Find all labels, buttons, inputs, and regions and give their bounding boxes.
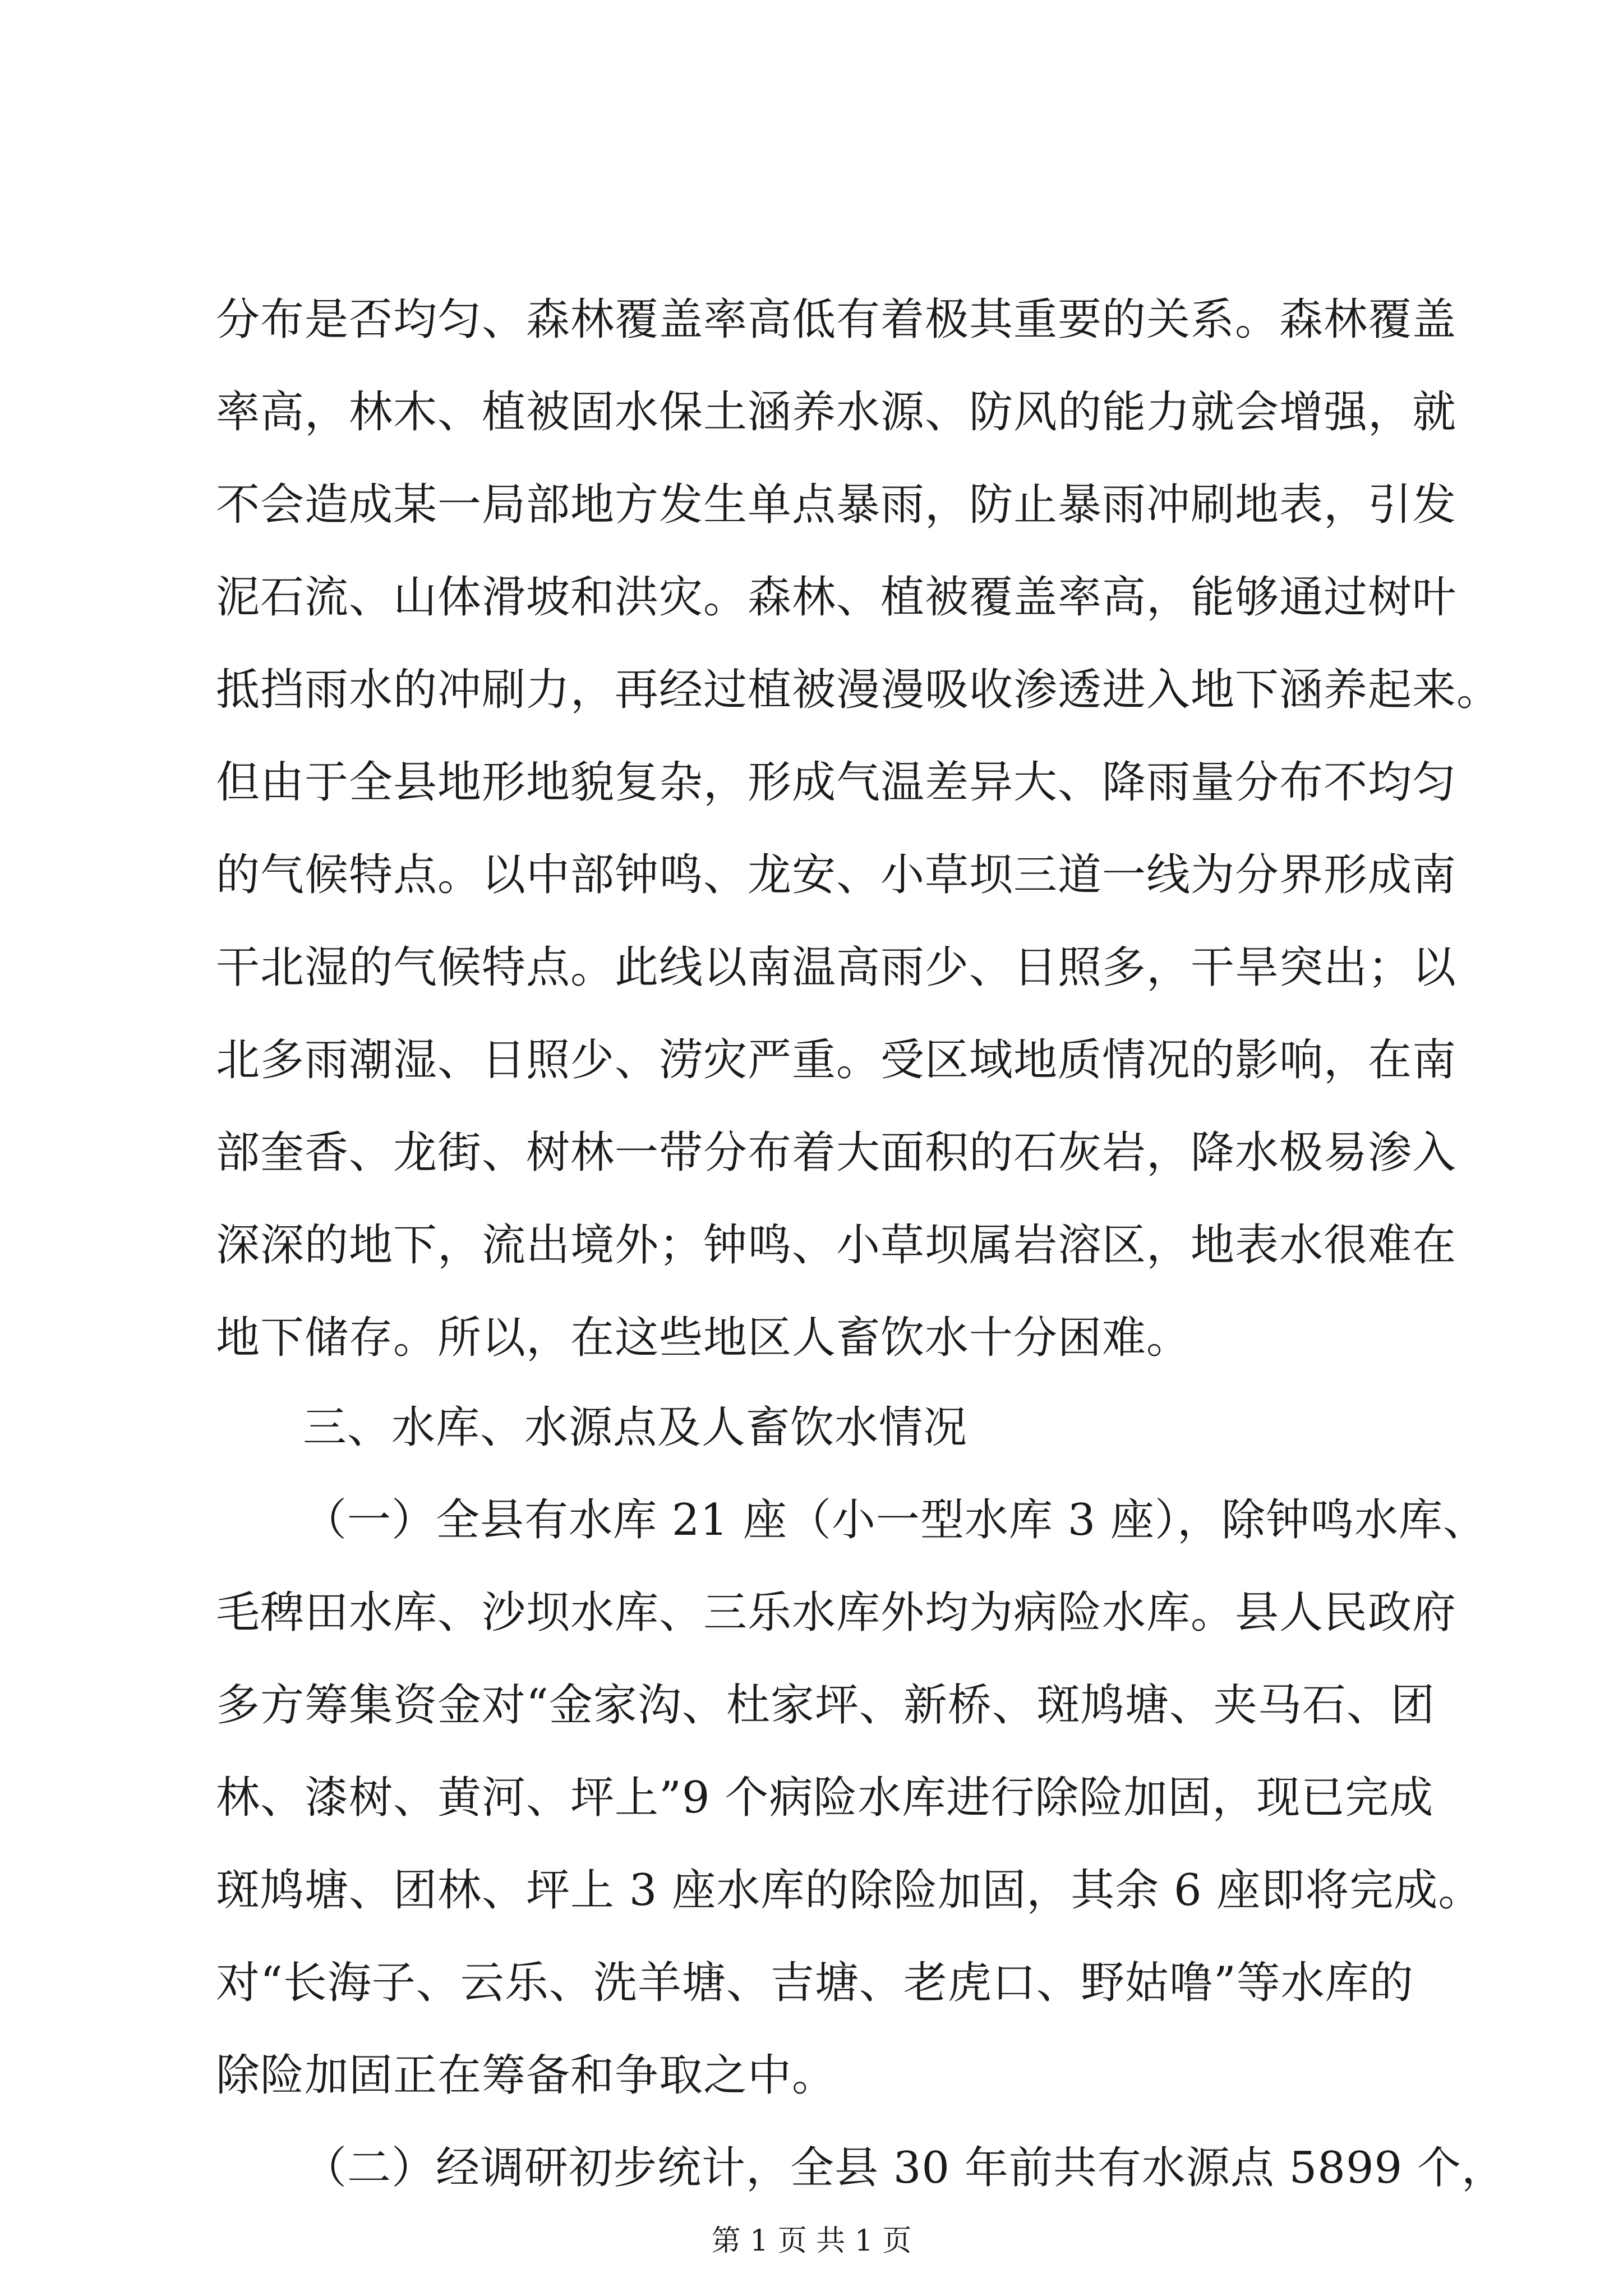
body-text-line: 部奎香、龙街、树林一带分布着大面积的石灰岩，降水极易渗入	[216, 1128, 1457, 1178]
section-heading: 三、水库、水源点及人畜饮水情况	[303, 1402, 968, 1453]
body-text-line: 除险加固正在筹备和争取之中。	[216, 2050, 837, 2101]
body-text-line: 林、漆树、黄河、坪上”9 个病险水库进行除险加固，现已完成	[216, 1773, 1434, 1823]
body-text-line: 对“长海子、云乐、洗羊塘、吉塘、老虎口、野姑噜”等水库的	[216, 1958, 1414, 2008]
body-text-line: 泥石流、山体滑坡和洪灾。森林、植被覆盖率高，能够通过树叶	[216, 572, 1457, 623]
body-text-line: 毛稗田水库、沙坝水库、三乐水库外均为病险水库。县人民政府	[216, 1588, 1457, 1638]
body-text-line: 但由于全县地形地貌复杂，形成气温差异大、降雨量分布不均匀	[216, 757, 1457, 808]
body-text-line: 地下储存。所以，在这些地区人畜饮水十分困难。	[216, 1313, 1191, 1363]
body-text-line: 分布是否均匀、森林覆盖率高低有着极其重要的关系。森林覆盖	[216, 295, 1457, 345]
body-text-line: 多方筹集资金对“金家沟、杜家坪、新桥、斑鸠塘、夹马石、团	[216, 1680, 1435, 1731]
body-text-line: 不会造成某一局部地方发生单点暴雨，防止暴雨冲刷地表，引发	[216, 480, 1457, 530]
body-text-line: （一）全县有水库 21 座（小一型水库 3 座），除钟鸣水库、	[303, 1495, 1488, 1545]
body-text-line: （二）经调研初步统计，全县 30 年前共有水源点 5899 个，	[303, 2143, 1506, 2193]
page-footer: 第 1 页 共 1 页	[711, 2224, 912, 2258]
body-text-line: 北多雨潮湿、日照少、涝灾严重。受区域地质情况的影响，在南	[216, 1035, 1457, 1085]
body-text-line: 的气候特点。以中部钟鸣、龙安、小草坝三道一线为分界形成南	[216, 850, 1457, 900]
body-text-line: 抵挡雨水的冲刷力，再经过植被漫漫吸收渗透进入地下涵养起来。	[216, 665, 1501, 715]
body-text-line: 深深的地下，流出境外；钟鸣、小草坝属岩溶区，地表水很难在	[216, 1220, 1457, 1271]
body-text-line: 干北湿的气候特点。此线以南温高雨少、日照多，干旱突出；以	[216, 942, 1457, 993]
body-text-line: 率高，林木、植被固水保土涵养水源、防风的能力就会增强，就	[216, 387, 1457, 438]
body-text-line: 斑鸠塘、团林、坪上 3 座水库的除险加固，其余 6 座即将完成。	[216, 1865, 1483, 1916]
